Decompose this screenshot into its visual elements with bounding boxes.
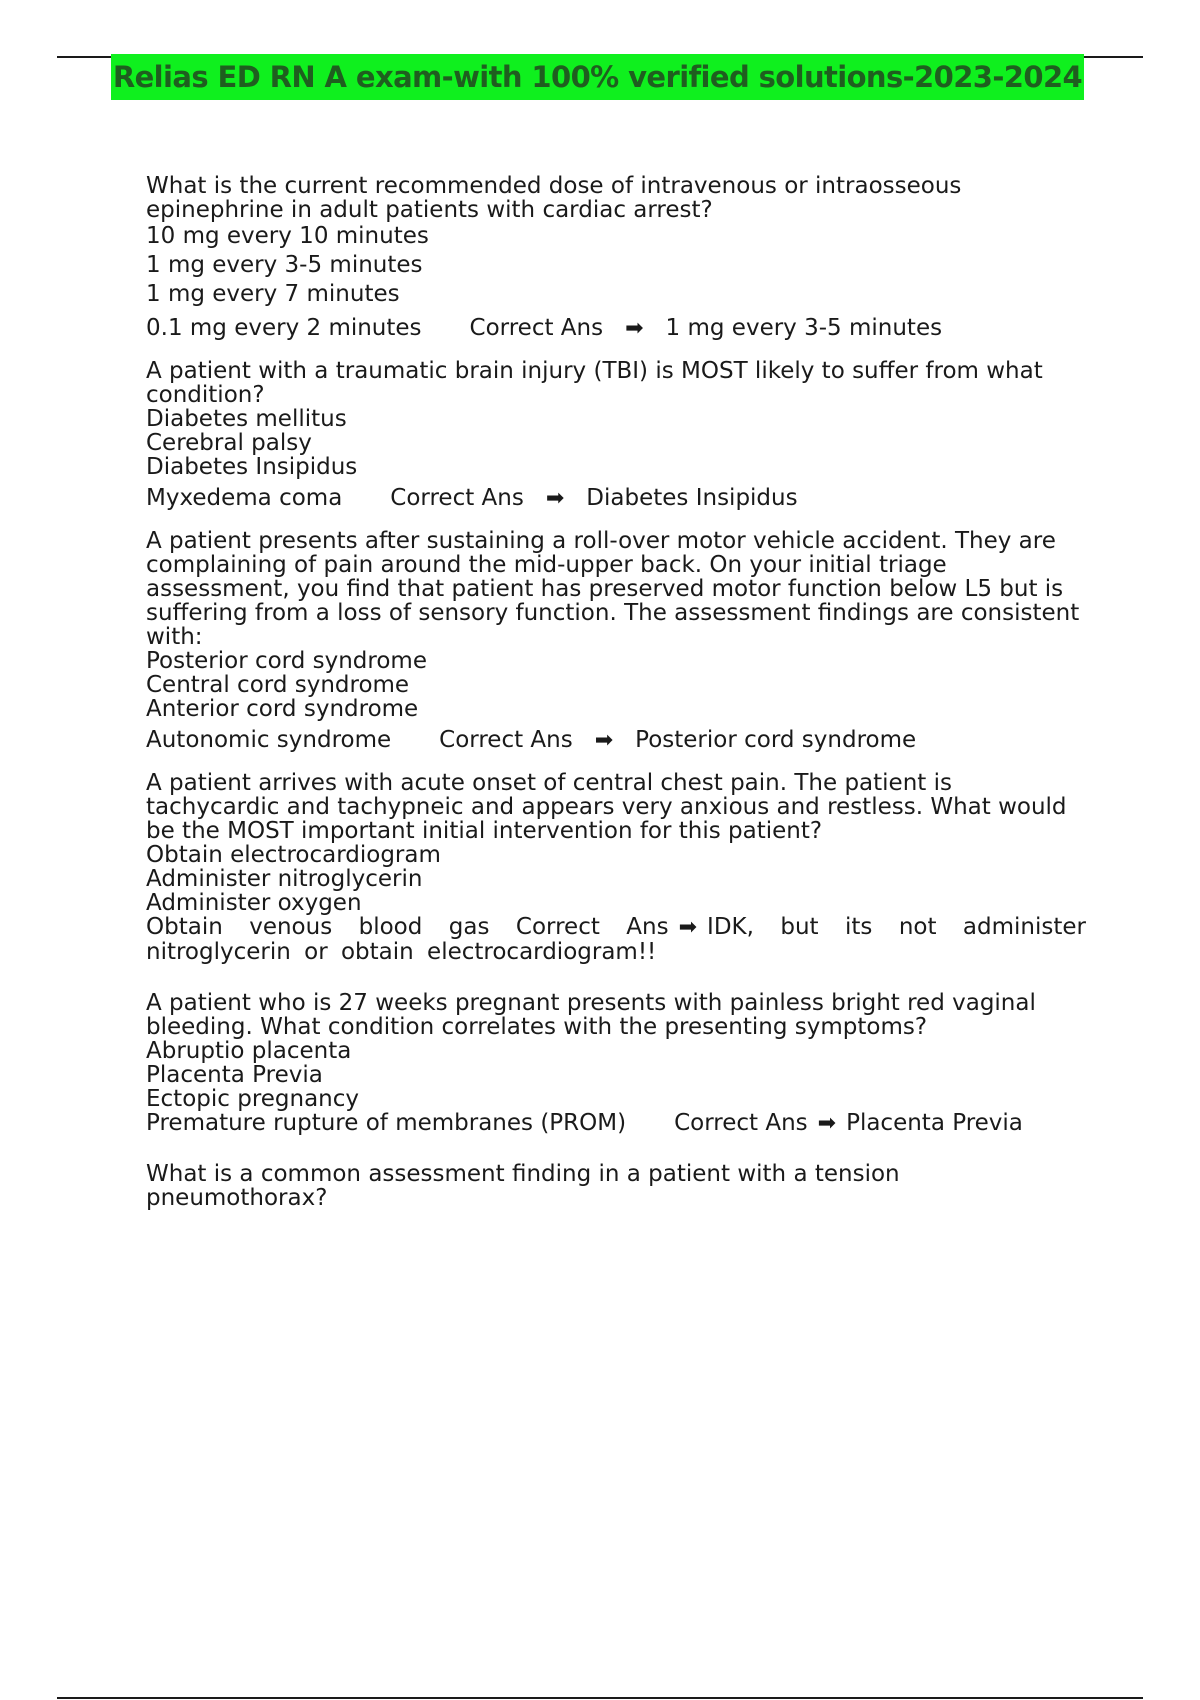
question-stem: A patient arrives with acute onset of central chest pain. The patient is tachycardic and tachypneic and appears very anxious and restless. What would be the MOST important initial intervention for this patient? [146, 770, 1067, 844]
option: Myxedema coma [146, 485, 343, 511]
option: Placenta Previa [146, 1062, 323, 1088]
correct-ans-label: Correct Ans [515, 914, 669, 940]
option: Autonomic syndrome [146, 727, 392, 753]
answer-line [146, 485, 1086, 512]
arrow-right-icon: ➡ [625, 316, 644, 341]
correct-answer: 1 mg every 3-5 minutes [665, 315, 943, 341]
document-title: Relias ED RN A exam-with 100% verified solutions-2023-2024 [112, 60, 1083, 94]
option: 1 mg every 3-5 minutes [146, 252, 423, 278]
option: Administer oxygen [146, 890, 362, 916]
question-4 [146, 771, 1086, 965]
correct-answer: Placenta Previa [846, 1110, 1023, 1136]
option: Ectopic pregnancy [146, 1086, 360, 1112]
bottom-rule [57, 1697, 1143, 1699]
option: Central cord syndrome [146, 672, 410, 698]
question-stem: A patient who is 27 weeks pregnant presents with painless bright red vaginal bleeding. What condition correlates with the presenting symptoms? [146, 990, 1036, 1040]
option: 0.1 mg every 2 minutes [146, 315, 422, 341]
arrow-right-icon: ➡ [545, 486, 565, 511]
option: 1 mg every 7 minutes [146, 281, 400, 307]
question-stem: A patient with a traumatic brain injury (TBI) is MOST likely to suffer from what condition? [146, 358, 1043, 408]
question-stem: A patient presents after sustaining a roll-over motor vehicle accident. They are complaining of pain around the mid-upper back. On your initial triage assessment, you find that patient has preserved motor function below L5 but is suffering from a loss of sensory function. The assessment findings are consistent with: [146, 528, 1080, 650]
question-2 [146, 359, 1086, 512]
answer-line [146, 727, 1086, 754]
question-stem: What is the current recommended dose of intravenous or intraosseous epinephrine in adult patients with cardiac arrest? [146, 173, 962, 223]
correct-answer: Diabetes Insipidus [586, 485, 798, 511]
option: Premature rupture of membranes (PROM) [146, 1110, 627, 1136]
option: Anterior cord syndrome [146, 696, 419, 722]
arrow-right-icon: ➡ [594, 728, 614, 753]
option: Administer nitroglycerin [146, 866, 423, 892]
answer-line [146, 915, 1086, 965]
answer-line [146, 315, 1086, 342]
correct-ans-label: Correct Ans [469, 315, 604, 341]
correct-ans-label: Correct Ans [439, 727, 573, 753]
answer-line [146, 1111, 1086, 1136]
option: Abruptio placenta [146, 1038, 352, 1064]
title-highlight [111, 54, 1084, 100]
option: Diabetes Insipidus [146, 454, 358, 480]
option: Posterior cord syndrome [146, 648, 427, 674]
correct-answer: IDK, but its not administer nitroglycerin or obtain electrocardiogram!! [146, 914, 1086, 965]
question-6 [146, 1162, 1086, 1210]
option: Obtain venous blood gas [146, 914, 490, 940]
option: Obtain electrocardiogram [146, 842, 441, 868]
correct-ans-label: Correct Ans [390, 485, 524, 511]
question-1 [146, 174, 1086, 342]
question-stem: What is a common assessment finding in a patient with a tension pneumothorax? [146, 1161, 900, 1211]
question-3 [146, 529, 1086, 754]
arrow-right-icon: ➡ [817, 1111, 837, 1136]
option: Cerebral palsy [146, 430, 312, 456]
correct-answer: Posterior cord syndrome [635, 727, 917, 753]
option: 10 mg every 10 minutes [146, 223, 429, 249]
question-5 [146, 991, 1086, 1136]
option: Diabetes mellitus [146, 406, 347, 432]
correct-ans-label: Correct Ans [674, 1110, 808, 1136]
arrow-right-icon: ➡ [678, 915, 698, 940]
question-list [146, 174, 1086, 1227]
